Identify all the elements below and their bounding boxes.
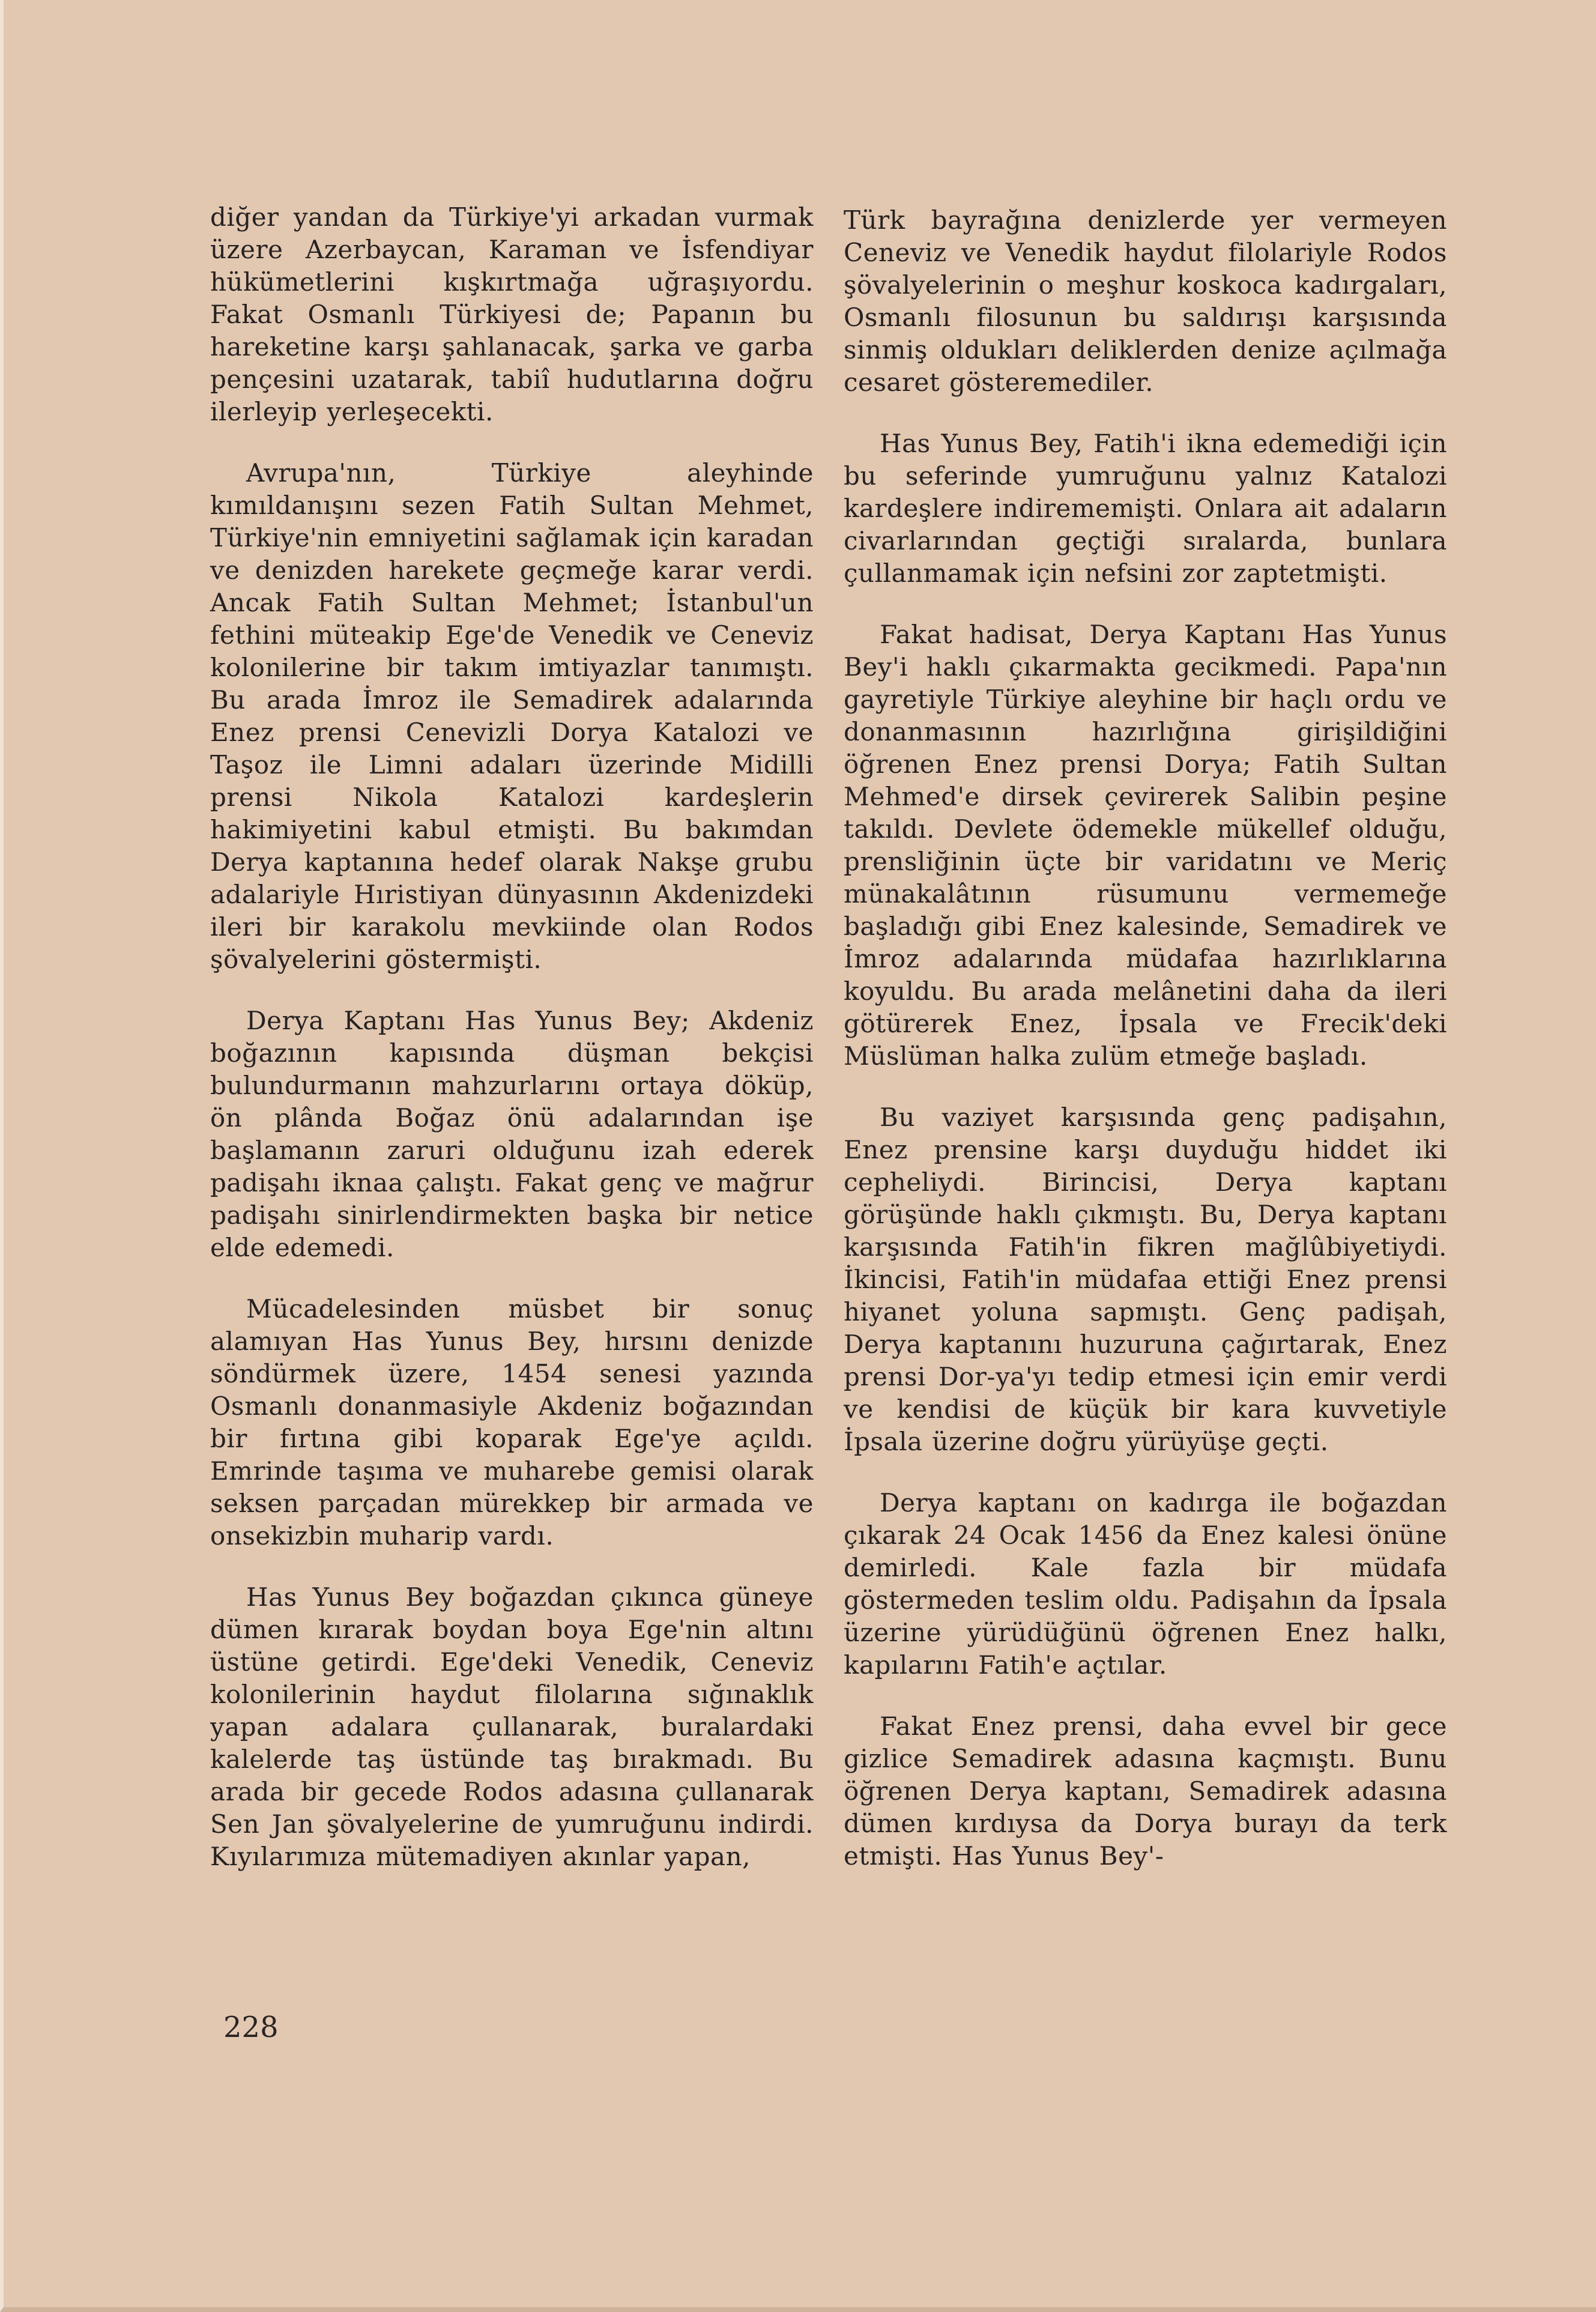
left-column (210, 201, 814, 1902)
paragraph: Derya Kaptanı Has Yunus Bey; Akdeniz boğazının kapısında düşman bekçisi bulundurmanın mahzurlarını ortaya döküp, ön plânda Boğaz önü adalarından işe başlamanın zaruri olduğunu izah ederek padişahı iknaa çalıştı. Fakat genç ve mağrur padişahı sinirlendirmekten başka bir netice elde edemedi. (210, 1006, 814, 1262)
paragraph: Has Yunus Bey, Fatih'i ikna edemediği için bu seferinde yumruğunu yalnız Katalozi kardeşlere indirememişti. Onlara ait adaların civarlarından geçtiği sıralarda, bunlara çullanmamak için nefsini zor zaptetmişti. (844, 429, 1447, 588)
paragraph: Bu vaziyet karşısında genç padişahın, Enez prensine karşı duyduğu hiddet iki cepheliydi. Birincisi, Derya kaptanı görüşünde haklı çıkmıştı. Bu, Derya kaptanı karşısında Fatih'in fikren mağlûbiyetiydi. İkincisi, Fatih'in müdafaa ettiği Enez prensi hiyanet yoluna sapmıştı. Genç padişah, Derya kaptanını huzuruna çağırtarak, Enez prensi Dor-ya'yı tedip etmesi için emir verdi ve kendisi de küçük bir kara kuvvetiyle İpsala üzerine doğru yürüyüşe geçti. (844, 1103, 1447, 1456)
paragraph: Türk bayrağına denizlerde yer vermeyen Ceneviz ve Venedik haydut filolariyle Rodos şövalyelerinin o meşhur koskoca kadırgaları, Osmanlı filosunun bu saldırışı karşısında sinmiş oldukları deliklerden denize açılmağa cesaret gösteremediler. (844, 205, 1447, 397)
paragraph: diğer yandan da Türkiye'yi arkadan vurmak üzere Azerbaycan, Karaman ve İsfendiyar hükümetlerini kışkırtmağa uğraşıyordu. Fakat Osmanlı Türkiyesi de; Papanın bu hareketine karşı şahlanacak, şarka ve garba pençesini uzatarak, tabiî hudutlarına doğru ilerleyip yerleşecekti. (210, 202, 814, 426)
right-column (844, 204, 1447, 1901)
paragraph: Fakat Enez prensi, daha evvel bir gece gizlice Semadirek adasına kaçmıştı. Bunu öğrenen Derya kaptanı, Semadirek adasına dümen kırdıysa da Dorya burayı da terk etmişti. Has Yunus Bey'- (844, 1711, 1447, 1871)
paragraph: Has Yunus Bey boğazdan çıkınca güneye dümen kırarak boydan boya Ege'nin altını üstüne getirdi. Ege'deki Venedik, Ceneviz kolonilerinin haydut filolarına sığınaklık yapan adalara çullanarak, buralardaki kalelerde taş üstünde taş bırakmadı. Bu arada bir gecede Rodos adasına çullanarak Sen Jan şövalyelerine de yumruğunu indirdi. Kıyılarımıza mütemadiyen akınlar yapan, (210, 1582, 814, 1871)
page-number: 228 (223, 2011, 279, 2044)
paragraph: Avrupa'nın, Türkiye aleyhinde kımıldanışını sezen Fatih Sultan Mehmet, Türkiye'nin emniyetini sağlamak için karadan ve denizden harekete geçmeğe karar verdi. Ancak Fatih Sultan Mehmet; İstanbul'un fethini müteakip Ege'de Venedik ve Ceneviz kolonilerine bir takım imtiyazlar tanımıştı. Bu arada İmroz ile Semadirek adalarında Enez prensi Cenevizli Dorya Katalozi ve Taşoz ile Limni adaları üzerinde Midilli prensi Nikola Katalozi kardeşlerin hakimiyetini kabul etmişti. Bu bakımdan Derya kaptanına hedef olarak Nakşe grubu adalariyle Hıristiyan dünyasının Akdenizdeki ileri bir karakolu mevkiinde olan Rodos şövalyelerini göstermişti. (210, 458, 814, 974)
paragraph: Derya kaptanı on kadırga ile boğazdan çıkarak 24 Ocak 1456 da Enez kalesi önüne demirledi. Kale fazla bir müdafa göstermeden teslim oldu. Padişahın da İpsala üzerine yürüdüğünü öğrenen Enez halkı, kapılarını Fatih'e açtılar. (844, 1488, 1447, 1680)
paragraph: Mücadelesinden müsbet bir sonuç alamıyan Has Yunus Bey, hırsını denizde söndürmek üzere, 1454 senesi yazında Osmanlı donanmasiyle Akdeniz boğazından bir fırtına gibi koparak Ege'ye açıldı. Emrinde taşıma ve muharebe gemisi olarak seksen parçadan mürekkep bir armada ve onsekizbin muharip vardı. (210, 1294, 814, 1551)
paragraph: Fakat hadisat, Derya Kaptanı Has Yunus Bey'i haklı çıkarmakta gecikmedi. Papa'nın gayretiyle Türkiye aleyhine bir haçlı ordu ve donanmasının hazırlığına girişildiğini öğrenen Enez prensi Dorya; Fatih Sultan Mehmed'e dirsek çevirerek Salibin peşine takıldı. Devlete ödemekle mükellef olduğu, prensliğinin üçte bir varidatını ve Meriç münakalâtının rüsumunu vermemeğe başladığı gibi Enez kalesinde, Semadirek ve İmroz adalarında müdafaa hazırlıklarına koyuldu. Bu arada melânetini daha da ileri götürerek Enez, İpsala ve Frecik'deki Müslüman halka zulüm etmeğe başladı. (844, 620, 1447, 1071)
